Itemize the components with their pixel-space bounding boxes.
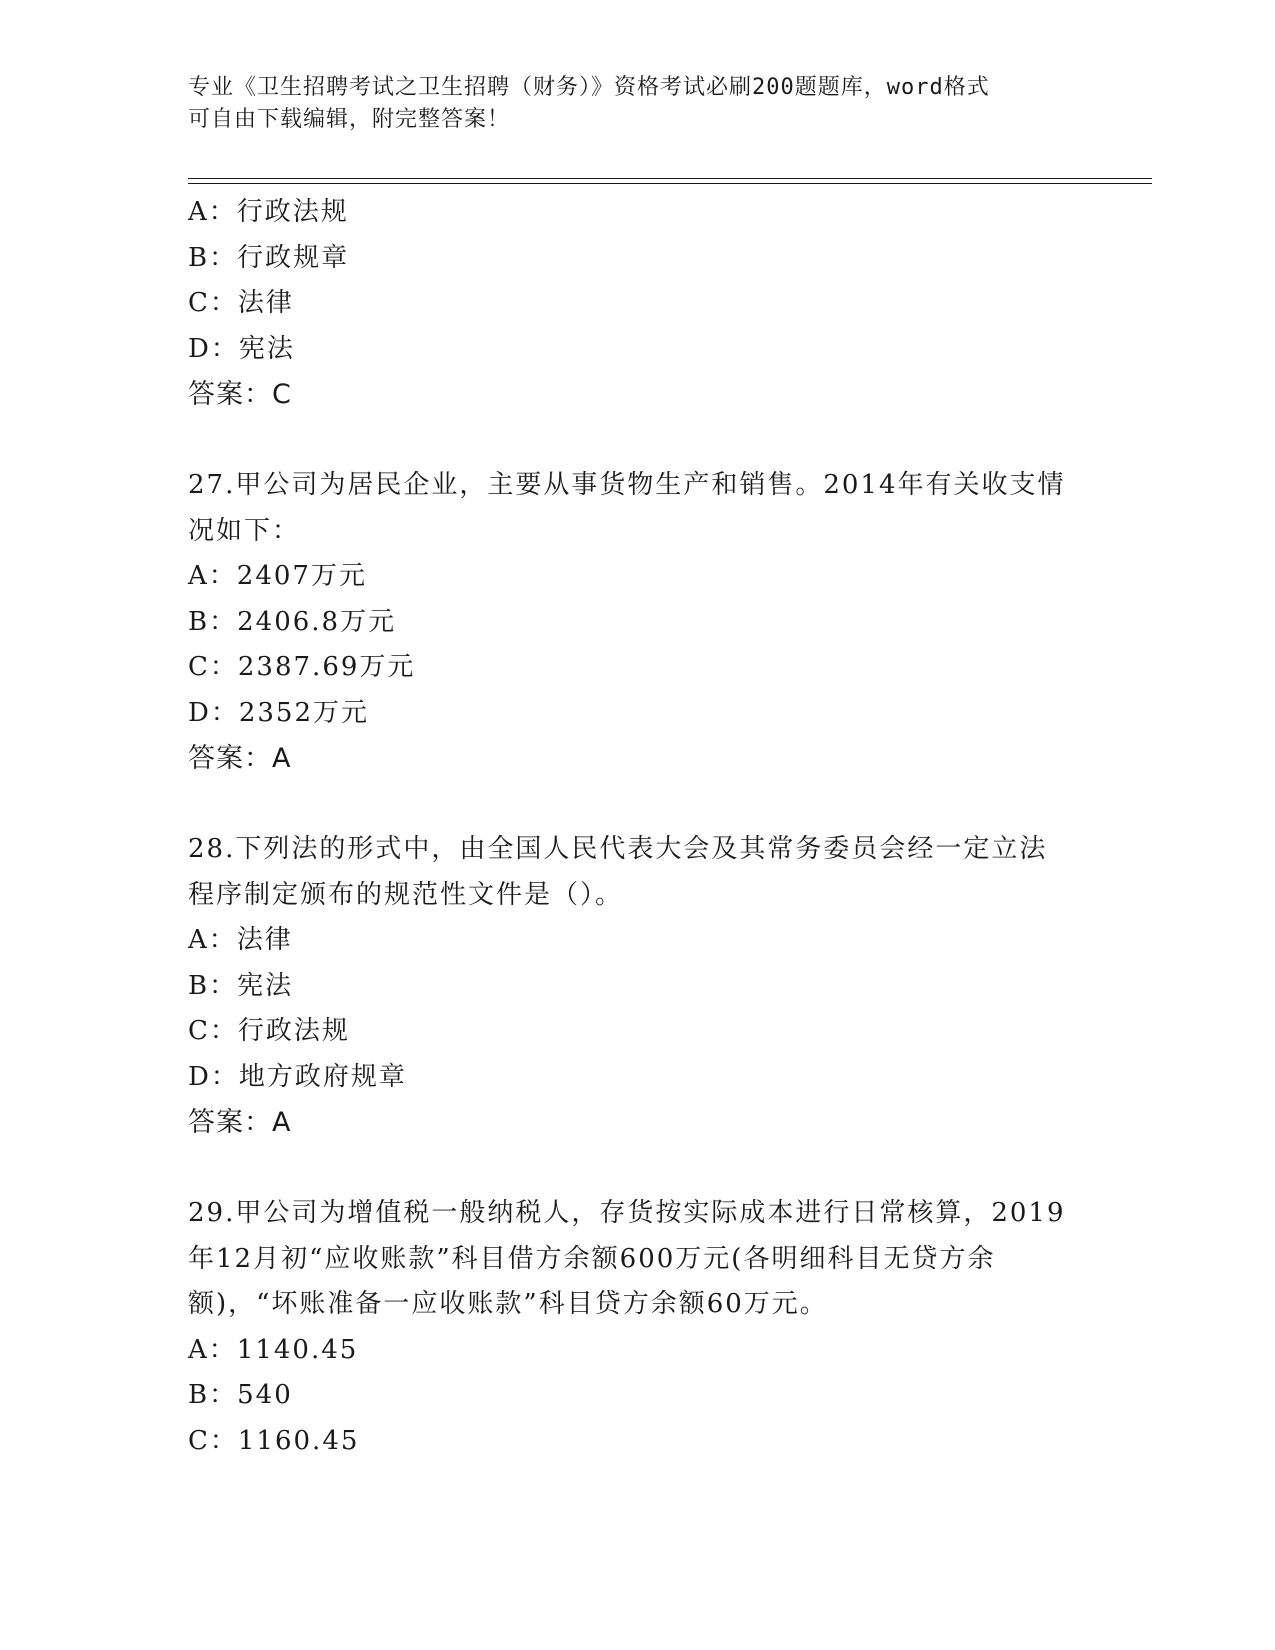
answer-line: 答案：A xyxy=(188,1107,292,1138)
option-c: C：2387.69万元 xyxy=(188,652,416,682)
question-list xyxy=(188,190,1088,1464)
spacer xyxy=(188,418,1088,464)
question-block xyxy=(188,1191,1088,1464)
option-a: A：2407万元 xyxy=(188,561,367,591)
question-stem-line: 29.甲公司为增值税一般纳税人，存货按实际成本进行日常核算，2019 xyxy=(188,1198,1066,1228)
header-rule-top xyxy=(188,178,1152,179)
option-d: D：宪法 xyxy=(188,333,295,364)
option-a: A：法律 xyxy=(188,925,293,955)
option-d: D：地方政府规章 xyxy=(188,1061,407,1092)
option-b: B：2406.8万元 xyxy=(188,606,397,637)
option-a: A：1140.45 xyxy=(188,1334,359,1365)
answer-line: 答案：C xyxy=(188,379,292,410)
document-header xyxy=(188,72,1068,136)
spacer xyxy=(188,782,1088,828)
question-block xyxy=(188,190,1088,418)
question-block xyxy=(188,827,1088,1146)
option-c: C：法律 xyxy=(188,288,294,318)
option-a: A：行政法规 xyxy=(188,197,349,227)
option-c: C：1160.45 xyxy=(188,1425,360,1456)
question-stem-line: 27.甲公司为居民企业，主要从事货物生产和销售。2014年有关收支情 xyxy=(188,470,1066,500)
option-d: D：2352万元 xyxy=(188,697,370,728)
header-rule-bottom xyxy=(188,183,1152,184)
question-stem-line: 28.下列法的形式中，由全国人民代表大会及其常务委员会经一定立法 xyxy=(188,834,1048,864)
question-stem-line: 额)，“坏账准备一应收账款”科目贷方余额60万元。 xyxy=(188,1289,828,1319)
option-c: C：行政法规 xyxy=(188,1016,350,1046)
spacer xyxy=(188,1146,1088,1192)
header-title-line-2: 可自由下载编辑，附完整答案！ xyxy=(188,107,511,132)
answer-line: 答案：A xyxy=(188,743,292,774)
option-b: B：宪法 xyxy=(188,970,294,1001)
option-b: B：540 xyxy=(188,1380,293,1410)
question-stem-line: 程序制定颁布的规范性文件是（）。 xyxy=(188,879,624,910)
option-b: B：行政规章 xyxy=(188,242,350,273)
question-stem-line: 况如下： xyxy=(188,515,301,546)
question-block xyxy=(188,463,1088,782)
header-title-line-1: 专业《卫生招聘考试之卫生招聘（财务）》资格考试必刷200题题库，word格式 xyxy=(188,75,990,100)
question-stem-line: 年12月初“应收账款”科目借方余额600万元(各明细科目无贷方余 xyxy=(188,1243,996,1274)
